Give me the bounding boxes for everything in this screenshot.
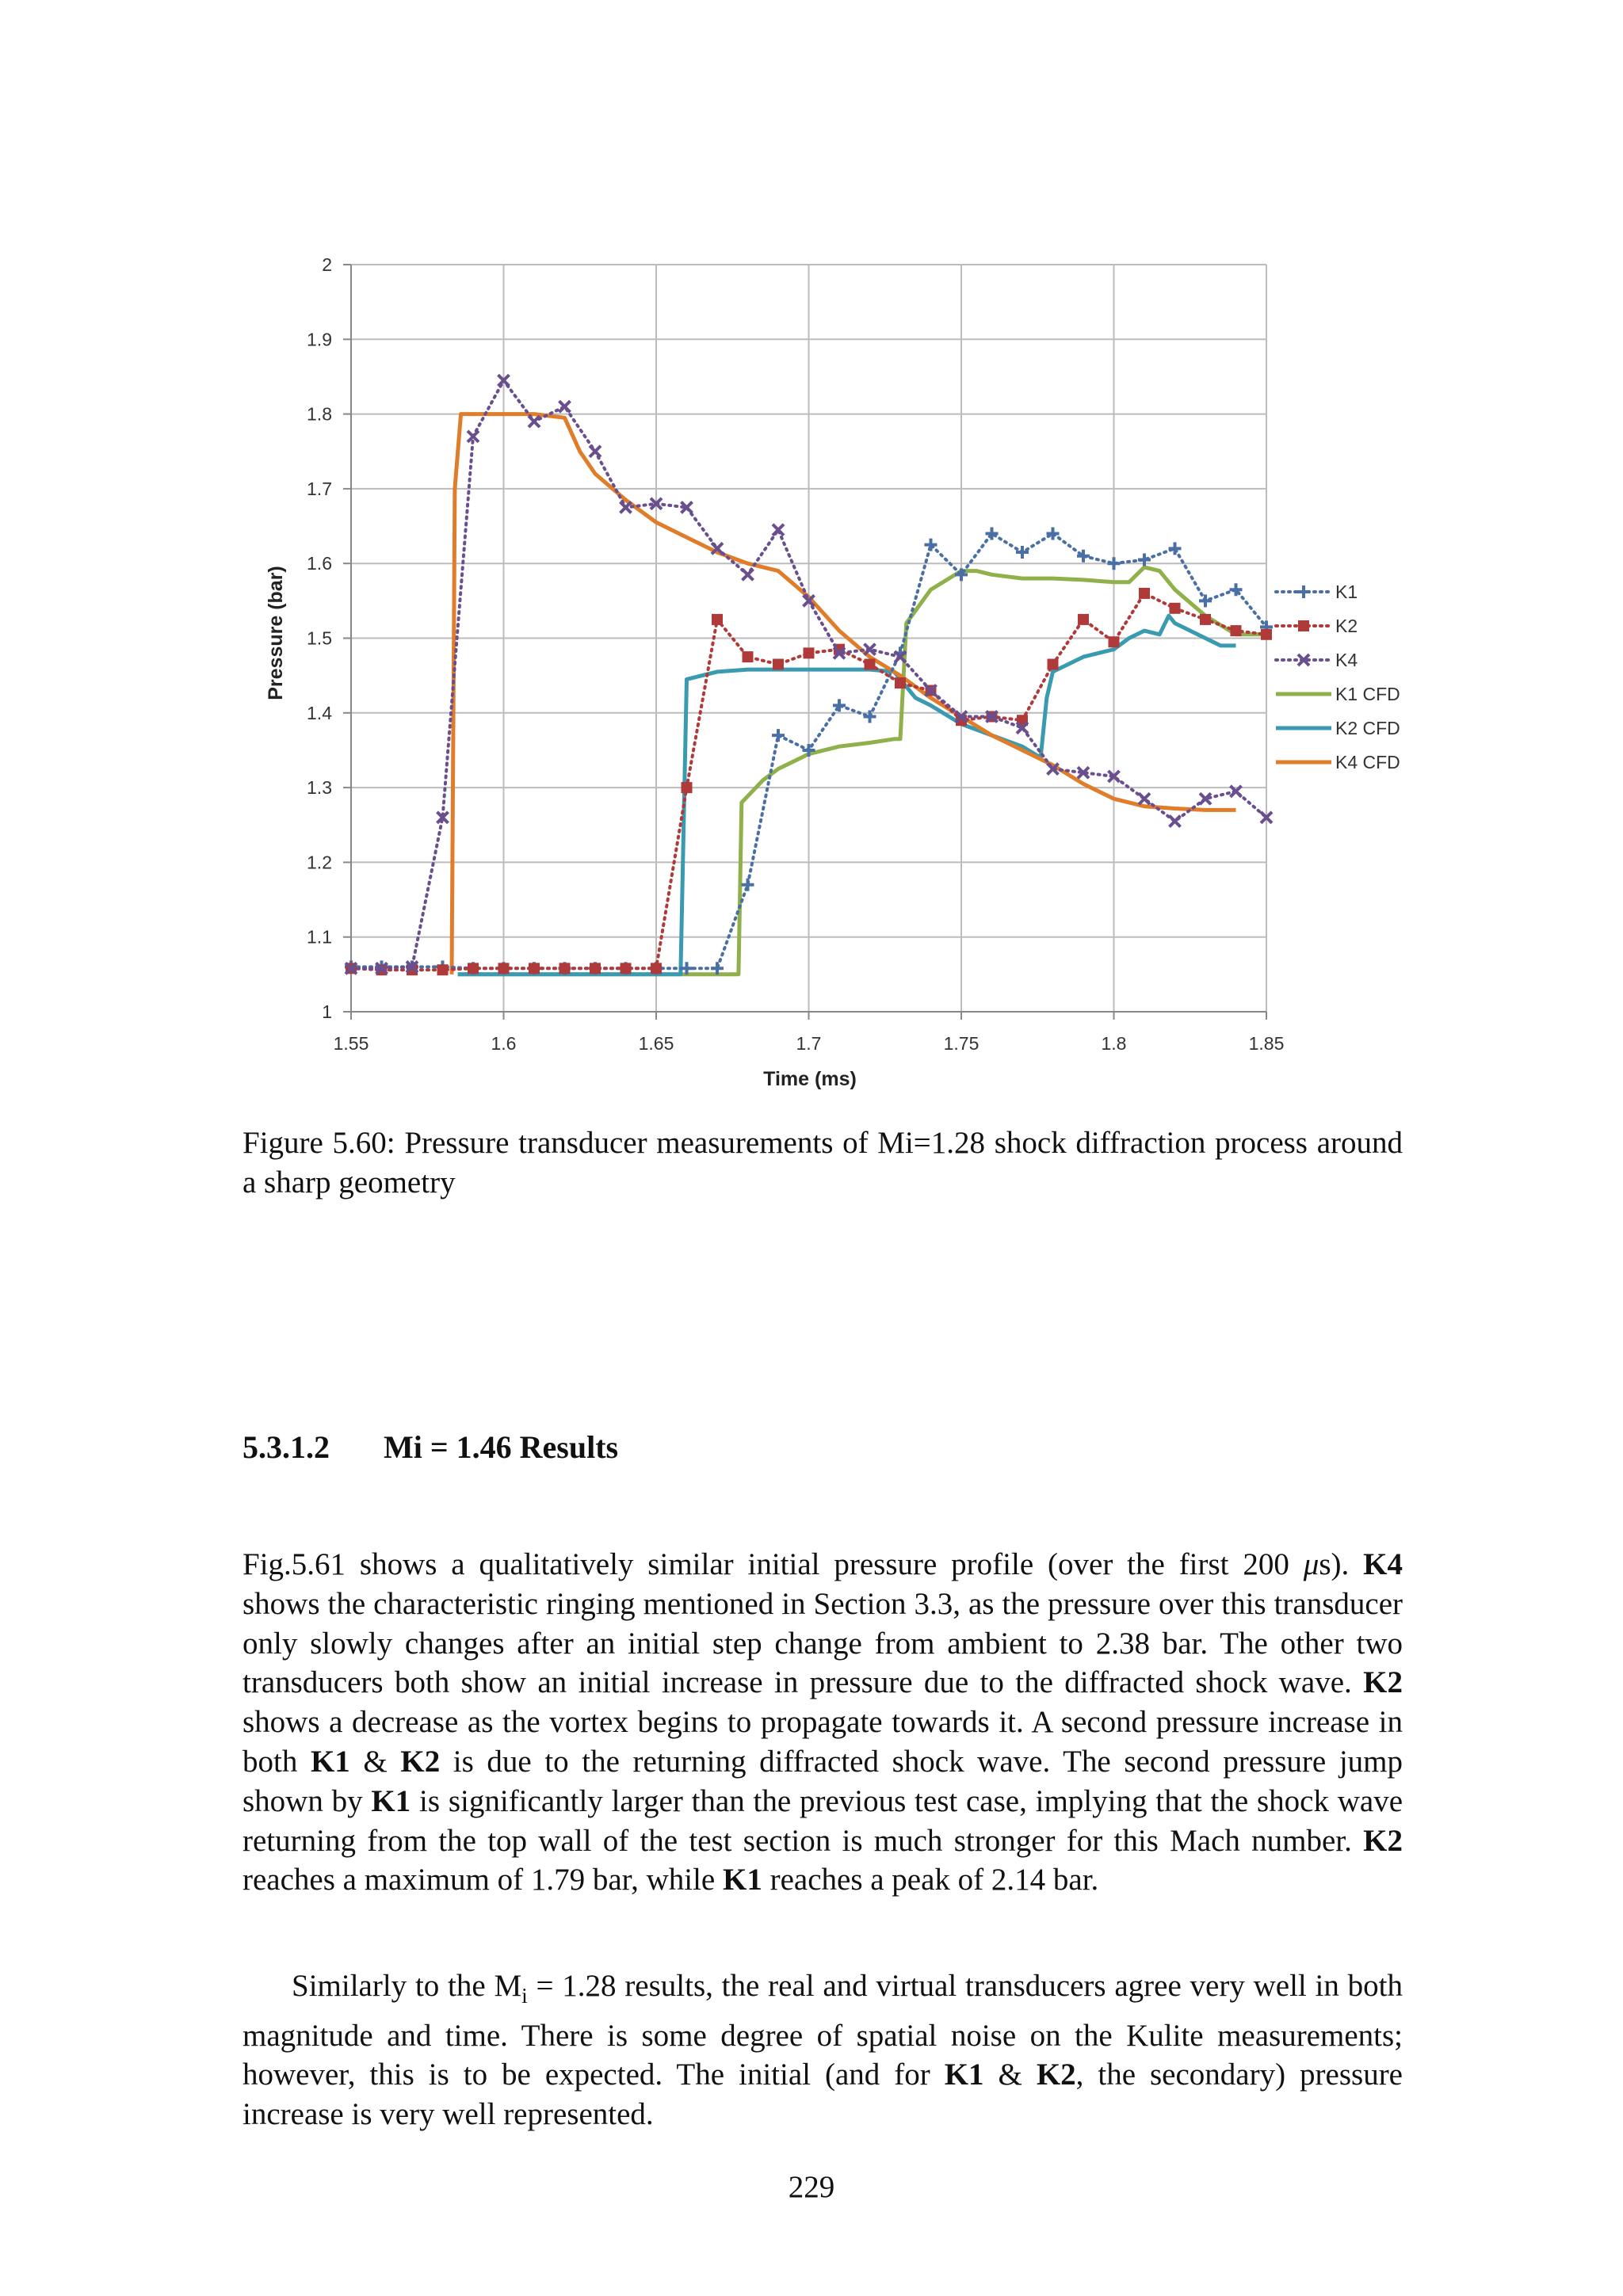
bold-term: K1 — [371, 1783, 411, 1818]
text-run: is significantly larger than the previous test case, implying that the shock wave returning from the top wall of the test section is much stronger for this Mach number. — [242, 1783, 1403, 1858]
text-run: reaches a maximum of 1.79 bar, while — [242, 1863, 723, 1897]
data-point-k1 — [1199, 594, 1212, 607]
data-point-k2 — [1170, 603, 1181, 614]
bold-term: K4 — [1363, 1547, 1403, 1581]
x-tick-label: 1.85 — [1248, 1033, 1285, 1054]
legend-label: K1 CFD — [1335, 684, 1400, 704]
subscript: i — [521, 1983, 528, 2008]
legend-item-k2-cfd — [1276, 718, 1400, 738]
legend-item-k1-cfd — [1276, 684, 1400, 704]
data-point-k1 — [742, 879, 754, 891]
data-point-k2 — [468, 963, 479, 974]
body-paragraph-1 — [242, 1545, 1403, 1900]
y-tick-label: 1.6 — [307, 553, 332, 574]
data-point-k2 — [1200, 614, 1211, 625]
data-point-k2 — [621, 963, 632, 974]
x-tick-label: 1.75 — [943, 1033, 980, 1054]
text-run: is due to the returning diffracted shock wave. The second pressure jump shown by — [242, 1744, 1403, 1818]
legend-item-k1 — [1276, 582, 1358, 602]
text-run: & — [349, 1744, 401, 1779]
section-heading — [242, 1428, 618, 1467]
chart-grid — [343, 265, 1266, 1020]
legend-label: K2 CFD — [1335, 718, 1400, 738]
data-point-k2 — [1078, 614, 1089, 625]
x-tick-label: 1.7 — [796, 1033, 822, 1054]
x-tick-label: 1.8 — [1101, 1033, 1127, 1054]
x-tick-label: 1.65 — [638, 1033, 674, 1054]
data-point-k2 — [895, 677, 906, 688]
data-point-k4 — [1139, 793, 1150, 804]
data-point-k4 — [529, 416, 540, 427]
legend-item-k4 — [1276, 650, 1358, 670]
text-run: Fig.5.61 shows a qualitatively similar initial pressure profile (over the first 200 — [242, 1547, 1304, 1581]
section-title: Mi = 1.46 Results — [384, 1429, 619, 1465]
page-number: 229 — [788, 2170, 835, 2204]
text-run: = 1.28 results, the real and virtual transducers agree very well in both magnitude and time. There is some degree of spatial noise on the Kulite measurements; however, this is to be expected. The initial (and for — [242, 1969, 1403, 2092]
y-axis-label: Pressure (bar) — [265, 566, 287, 700]
data-point-k2 — [712, 614, 723, 625]
x-axis-ticks — [334, 1033, 1285, 1054]
y-tick-label: 1.5 — [307, 627, 332, 649]
bold-term: K1 — [310, 1744, 350, 1779]
figure-caption: Figure 5.60: Pressure transducer measurements of Mi=1.28 shock diffraction process around a sharp geometry — [242, 1126, 1403, 1199]
text-run: shows the characteristic ringing mentioned in Section 3.3, as the pressure over this transducer only slowly changes after an initial step change from ambient to 2.38 bar. The other two transducers both show an initial increase in pressure due to the diffracted shock wave. — [242, 1586, 1403, 1700]
bold-term: K2 — [1363, 1665, 1403, 1700]
data-point-k2 — [651, 963, 662, 974]
bold-term: K2 — [1036, 2058, 1076, 2092]
data-point-k4 — [559, 401, 571, 412]
x-tick-label: 1.55 — [333, 1033, 369, 1054]
data-point-k2 — [529, 963, 540, 974]
y-tick-label: 1.1 — [307, 926, 332, 948]
data-point-k1 — [833, 699, 846, 711]
y-tick-label: 1.8 — [307, 403, 332, 425]
data-point-k2 — [865, 659, 876, 670]
bold-term: K1 — [723, 1863, 762, 1897]
y-tick-label: 1.9 — [307, 329, 332, 350]
legend-marker — [1298, 620, 1309, 631]
bold-term: K1 — [944, 2058, 984, 2092]
series-k2-cfd — [458, 616, 1236, 974]
legend-label: K2 — [1335, 616, 1358, 636]
text-run: reaches a peak of 2.14 bar. — [762, 1863, 1099, 1897]
pressure-chart — [0, 0, 1623, 1125]
section-number: 5.3.1.2 — [242, 1429, 330, 1465]
data-point-k2 — [1109, 636, 1120, 647]
legend-label: K1 — [1335, 582, 1358, 602]
legend-label: K4 — [1335, 650, 1358, 670]
italic-symbol: μ — [1303, 1547, 1319, 1581]
data-point-k2 — [498, 963, 510, 974]
data-point-k2 — [743, 651, 754, 662]
data-point-k2 — [1261, 629, 1272, 640]
legend-marker — [1297, 585, 1310, 598]
data-point-k1 — [772, 729, 785, 742]
body-paragraph-2 — [242, 1966, 1403, 2134]
data-point-k2 — [1048, 659, 1059, 670]
series-k4-cfd — [452, 414, 1236, 974]
y-tick-label: 1.7 — [307, 478, 332, 499]
legend-label: K4 CFD — [1335, 752, 1400, 772]
series-line-k4-cfd — [452, 414, 1236, 974]
bold-term: K2 — [400, 1744, 441, 1779]
text-run: shows a decrease as the vortex begins to propagate towards it. A second pressure increase in both — [242, 1705, 1403, 1779]
data-point-k2 — [1231, 625, 1242, 636]
text-run: s). — [1319, 1547, 1364, 1581]
data-point-k4 — [1170, 816, 1181, 827]
y-tick-label: 2 — [322, 254, 332, 275]
bold-term: K2 — [1363, 1823, 1403, 1858]
y-axis-ticks — [307, 254, 332, 1022]
data-point-k1 — [1169, 542, 1182, 555]
y-tick-label: 1 — [322, 1001, 332, 1022]
legend-item-k4-cfd — [1276, 752, 1400, 772]
data-point-k4 — [590, 446, 601, 457]
legend-item-k2 — [1276, 616, 1358, 636]
data-point-k2 — [682, 782, 693, 793]
data-point-k2 — [1139, 588, 1150, 599]
text-run: , the secondary) pressure increase is very well represented. — [242, 2058, 1403, 2132]
data-point-k1 — [1108, 557, 1121, 570]
data-point-k2 — [590, 963, 601, 974]
y-tick-label: 1.4 — [307, 702, 332, 723]
data-point-k2 — [773, 659, 784, 670]
data-point-k2 — [559, 963, 571, 974]
data-point-k4 — [621, 502, 632, 513]
text-run: Similarly to the M — [292, 1969, 522, 2003]
series-k1-cfd — [458, 567, 1266, 974]
data-point-k4 — [743, 569, 754, 580]
series-line-k1-cfd — [458, 567, 1266, 974]
text-run: & — [983, 2058, 1037, 2092]
data-point-k2 — [437, 964, 449, 975]
data-point-k2 — [804, 647, 815, 658]
chart-legend — [1276, 582, 1400, 772]
x-axis-label: Time (ms) — [763, 1068, 857, 1090]
data-point-k1 — [986, 527, 999, 540]
y-tick-label: 1.2 — [307, 852, 332, 873]
series-line-k2-cfd — [458, 616, 1236, 974]
y-tick-label: 1.3 — [307, 777, 332, 799]
x-tick-label: 1.6 — [491, 1033, 517, 1054]
